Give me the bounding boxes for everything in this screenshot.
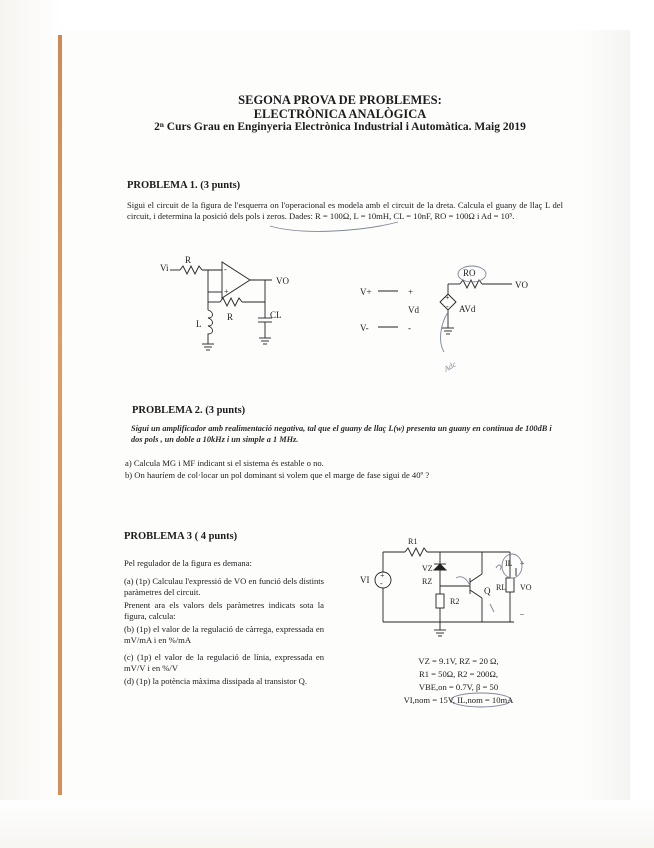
label-r-input: R [185, 255, 192, 265]
pen-arrow [441, 312, 448, 352]
resistor-r2 [436, 594, 444, 608]
label-r-feedback: R [227, 312, 234, 322]
problem3-item-d: (d) (1p) la potència màxima dissipada al transistor Q. [124, 676, 308, 686]
pen-mark-c [496, 565, 501, 570]
spec-line-3: VBE,on = 0.7V, β = 50 [418, 682, 499, 692]
pen-mark-rz [456, 577, 470, 586]
label-avd: AVd [459, 304, 476, 314]
label-rz: RZ [422, 577, 433, 586]
resistor-r-feedback [220, 298, 242, 306]
zener-diode [434, 564, 446, 570]
course-subtitle: 2ⁿ Curs Grau en Enginyeria Electrònica Industrial i Automàtica. Maig 2019 [154, 121, 526, 133]
svg-text:+: + [224, 287, 229, 296]
resistor-r1 [405, 548, 427, 556]
problem3-item-b: (b) (1p) el valor de la regulació de càrrega, expressada en mV/mA i en %/mA [124, 624, 324, 646]
pen-mark-e [490, 604, 494, 612]
label-il: IL [505, 559, 513, 568]
label-vi: Vi [160, 263, 169, 273]
problem2-item-a: a) Calcula MG i MF indicant si el sistema és estable o no. [125, 458, 324, 468]
problem3-title: PROBLEMA 3 ( 4 punts) [124, 531, 238, 542]
label-vo: VO [276, 276, 289, 286]
label-vo-right: VO [515, 280, 528, 290]
label-cl: CL [270, 310, 282, 320]
problem1-title: PROBLEMA 1. (3 punts) [127, 180, 241, 191]
label-vi-source: VI [360, 575, 370, 585]
svg-text:+: + [380, 571, 385, 580]
p1-right-circuit [360, 266, 528, 374]
label-minus: - [408, 323, 411, 333]
label-ro: RO [463, 268, 476, 278]
pen-underline [270, 222, 398, 231]
label-vo-reg: VO [520, 583, 532, 592]
problem3-item-c: (c) (1p) el valor de la regulació de línia, expressada en mV/V i en %/V [124, 652, 324, 674]
inductor-l [208, 310, 213, 344]
label-plus-reg: + [520, 559, 525, 568]
label-l: L [196, 319, 202, 329]
problem2-statement: Sigui un amplificador amb realimentació negativa, tal que el guany de llaç L(w) presenta un guany en continua de 100dB i dos pols , un doble a 10kHz i un simple a 1 MHz. [131, 424, 552, 444]
resistor-r-input [180, 266, 202, 274]
problem3-intro: Pel regulador de la figura es demana: [124, 558, 252, 568]
label-rl: RL [496, 583, 507, 592]
pen-handwriting: Adc [442, 359, 458, 374]
label-vminus: V- [360, 323, 369, 333]
label-vd: Vd [408, 305, 419, 315]
label-plus: + [408, 287, 414, 297]
label-vz: VZ [422, 564, 433, 573]
course-title: ELECTRÒNICA ANALÒGICA [253, 107, 427, 121]
svg-text:+: + [445, 293, 450, 302]
label-r1: R1 [408, 537, 418, 546]
problem3-prenent: Prenent ara els valors dels paràmetres indicats sota la figura, calcula: [124, 600, 324, 622]
label-r2: R2 [450, 597, 460, 606]
svg-text:-: - [380, 579, 383, 588]
spec-line-1: VZ = 9.1V, RZ = 20 Ω, [418, 656, 499, 666]
svg-text:-: - [446, 302, 449, 311]
resistor-rl [506, 578, 514, 592]
spec-line-4: VI,nom = 15V, IL,nom = 10mA [403, 695, 514, 705]
svg-text:-: - [224, 265, 227, 274]
spec-line-2: R1 = 50Ω, R2 = 200Ω, [418, 669, 499, 679]
p1-left-circuit [160, 255, 289, 350]
problem1-statement: Sigui el circuit de la figura de l'esquerra on l'operacional es modela amb el circuit de la dreta. Calcula el guany de llaç L del circuit, i determina la posició dels pols i zeros. Dades: R = 100Ω, L = 10mH, CL = 10nF, RO = 100Ω i Ad = 10⁵. [127, 200, 563, 222]
label-q: Q [484, 586, 491, 596]
problem3-item-a: (a) (1p) Calculau l'expressió de VO en funció dels distints paràmetres del circuit. [124, 576, 324, 598]
problem2-item-b: b) On hauríem de col·locar un pol dominant si volem que el marge de fase sigui de 40º ? [125, 470, 430, 480]
exam-title: SEGONA PROVA DE PROBLEMES: [238, 93, 442, 107]
label-vplus: V+ [360, 287, 372, 297]
label-minus-reg: – [520, 609, 524, 618]
problem2-title: PROBLEMA 2. (3 punts) [132, 405, 246, 416]
